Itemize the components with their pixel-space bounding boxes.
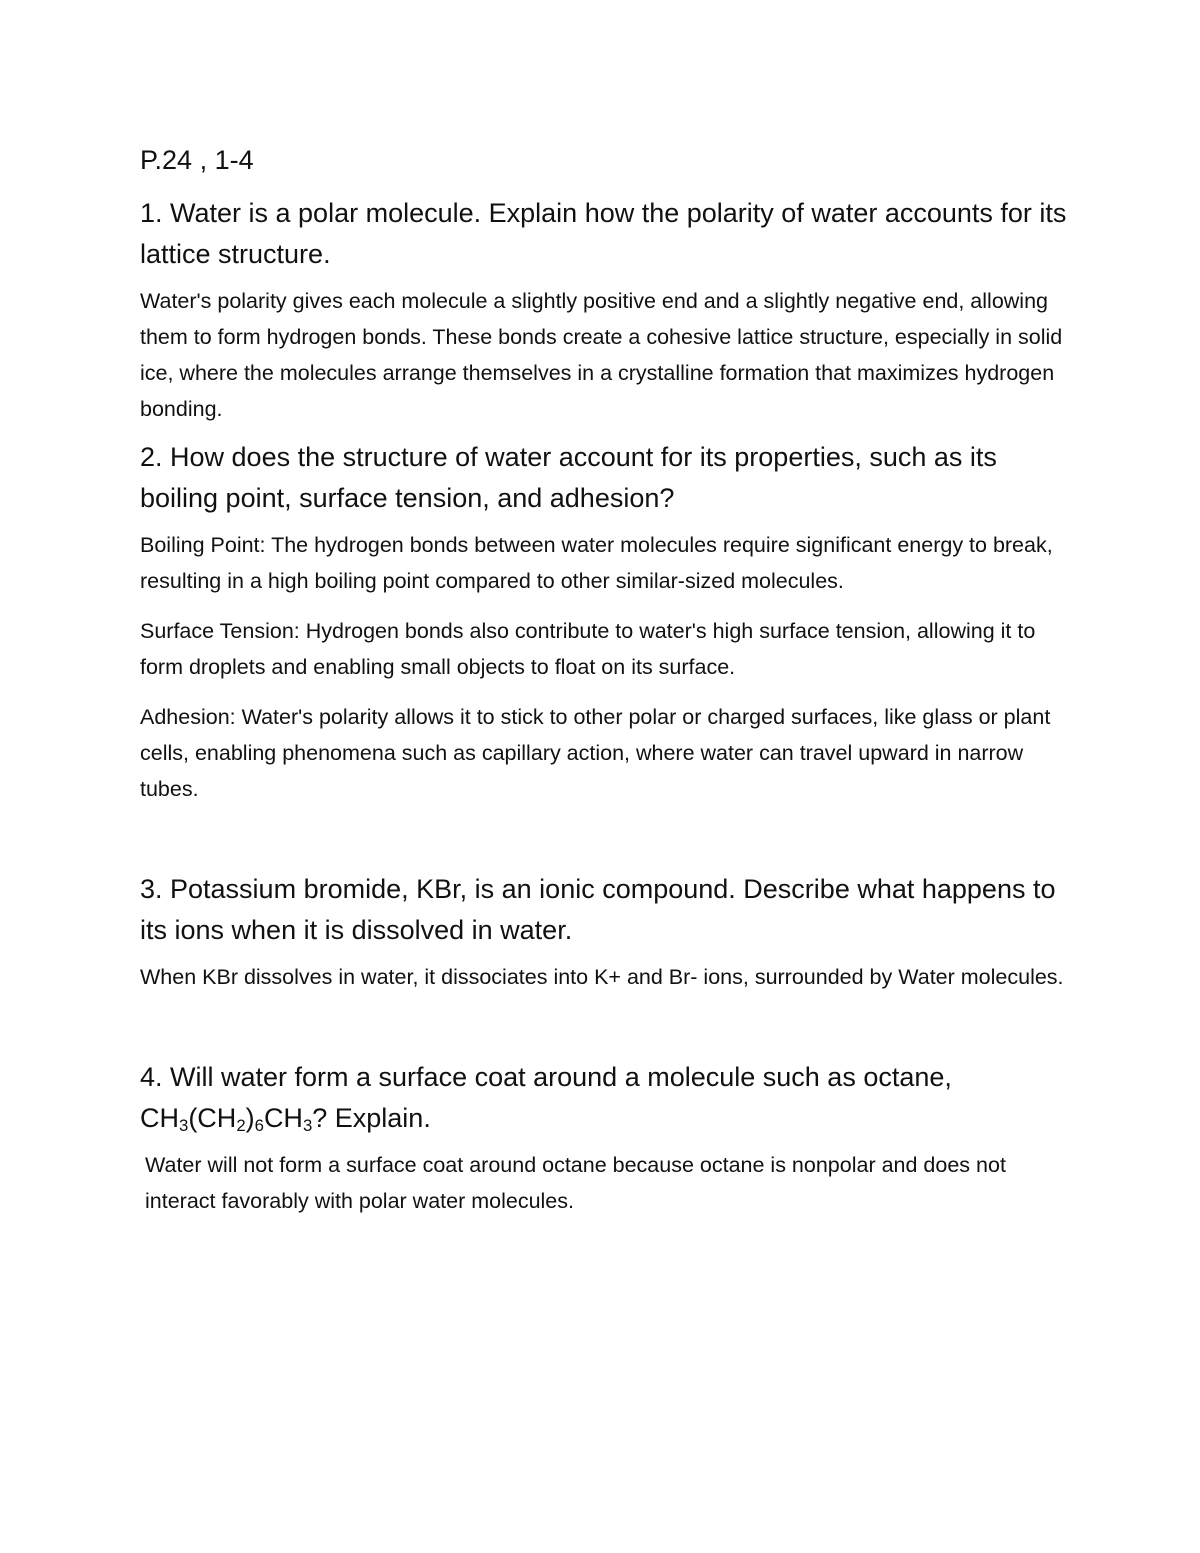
formula-subscript: 3 [302,1116,313,1136]
question-4 [140,1057,1070,1139]
answer-1: Water's polarity gives each molecule a slightly positive end and a slightly negative end, allowing them to form hydrogen bonds. These bonds create a cohesive lattice structure, especially in solid ice, where the molecules arrange themselves in a crystalline formation that maximizes hydrogen bonding. [140,289,1063,421]
question-1: 1. Water is a polar molecule. Explain how the polarity of water accounts for its lattice structure. [140,198,1067,269]
formula-subscript: 3 [179,1116,189,1136]
answer-2-boiling-point: Boiling Point: The hydrogen bonds between water molecules require significant energy to break, resulting in a high boiling point compared to other similar-sized molecules. [140,533,1053,593]
answer-2-surface-tension: Surface Tension: Hydrogen bonds also contribute to water's high surface tension, allowing it to form droplets and enabling small objects to float on its surface. [140,619,1036,679]
formula-part: (CH [188,1103,237,1133]
formula-part: ) [245,1103,255,1133]
question-4-suffix: ? Explain. [312,1103,431,1133]
formula-subscript: 2 [236,1116,246,1136]
document-page [140,140,1070,1219]
answer-2-adhesion: Adhesion: Water's polarity allows it to stick to other polar or charged surfaces, like glass or plant cells, enabling phenomena such as capillary action, where water can travel upward in narrow tubes. [140,705,1051,801]
answer-3: When KBr dissolves in water, it dissociates into K+ and Br- ions, surrounded by Water molecules. [140,965,1064,989]
question-4-text: 4. Will water form a surface coat around a molecule such as octane, CH [140,1062,952,1133]
answer-4: Water will not form a surface coat around octane because octane is nonpolar and does not interact favorably with polar water molecules. [145,1153,1006,1213]
question-3: 3. Potassium bromide, KBr, is an ionic compound. Describe what happens to its ions when it is dissolved in water. [140,874,1056,945]
page-title: P.24 , 1-4 [140,145,254,175]
question-2: 2. How does the structure of water account for its properties, such as its boiling point, surface tension, and adhesion? [140,442,997,513]
formula-subscript: 6 [254,1116,264,1136]
formula-part: CH [263,1103,303,1133]
